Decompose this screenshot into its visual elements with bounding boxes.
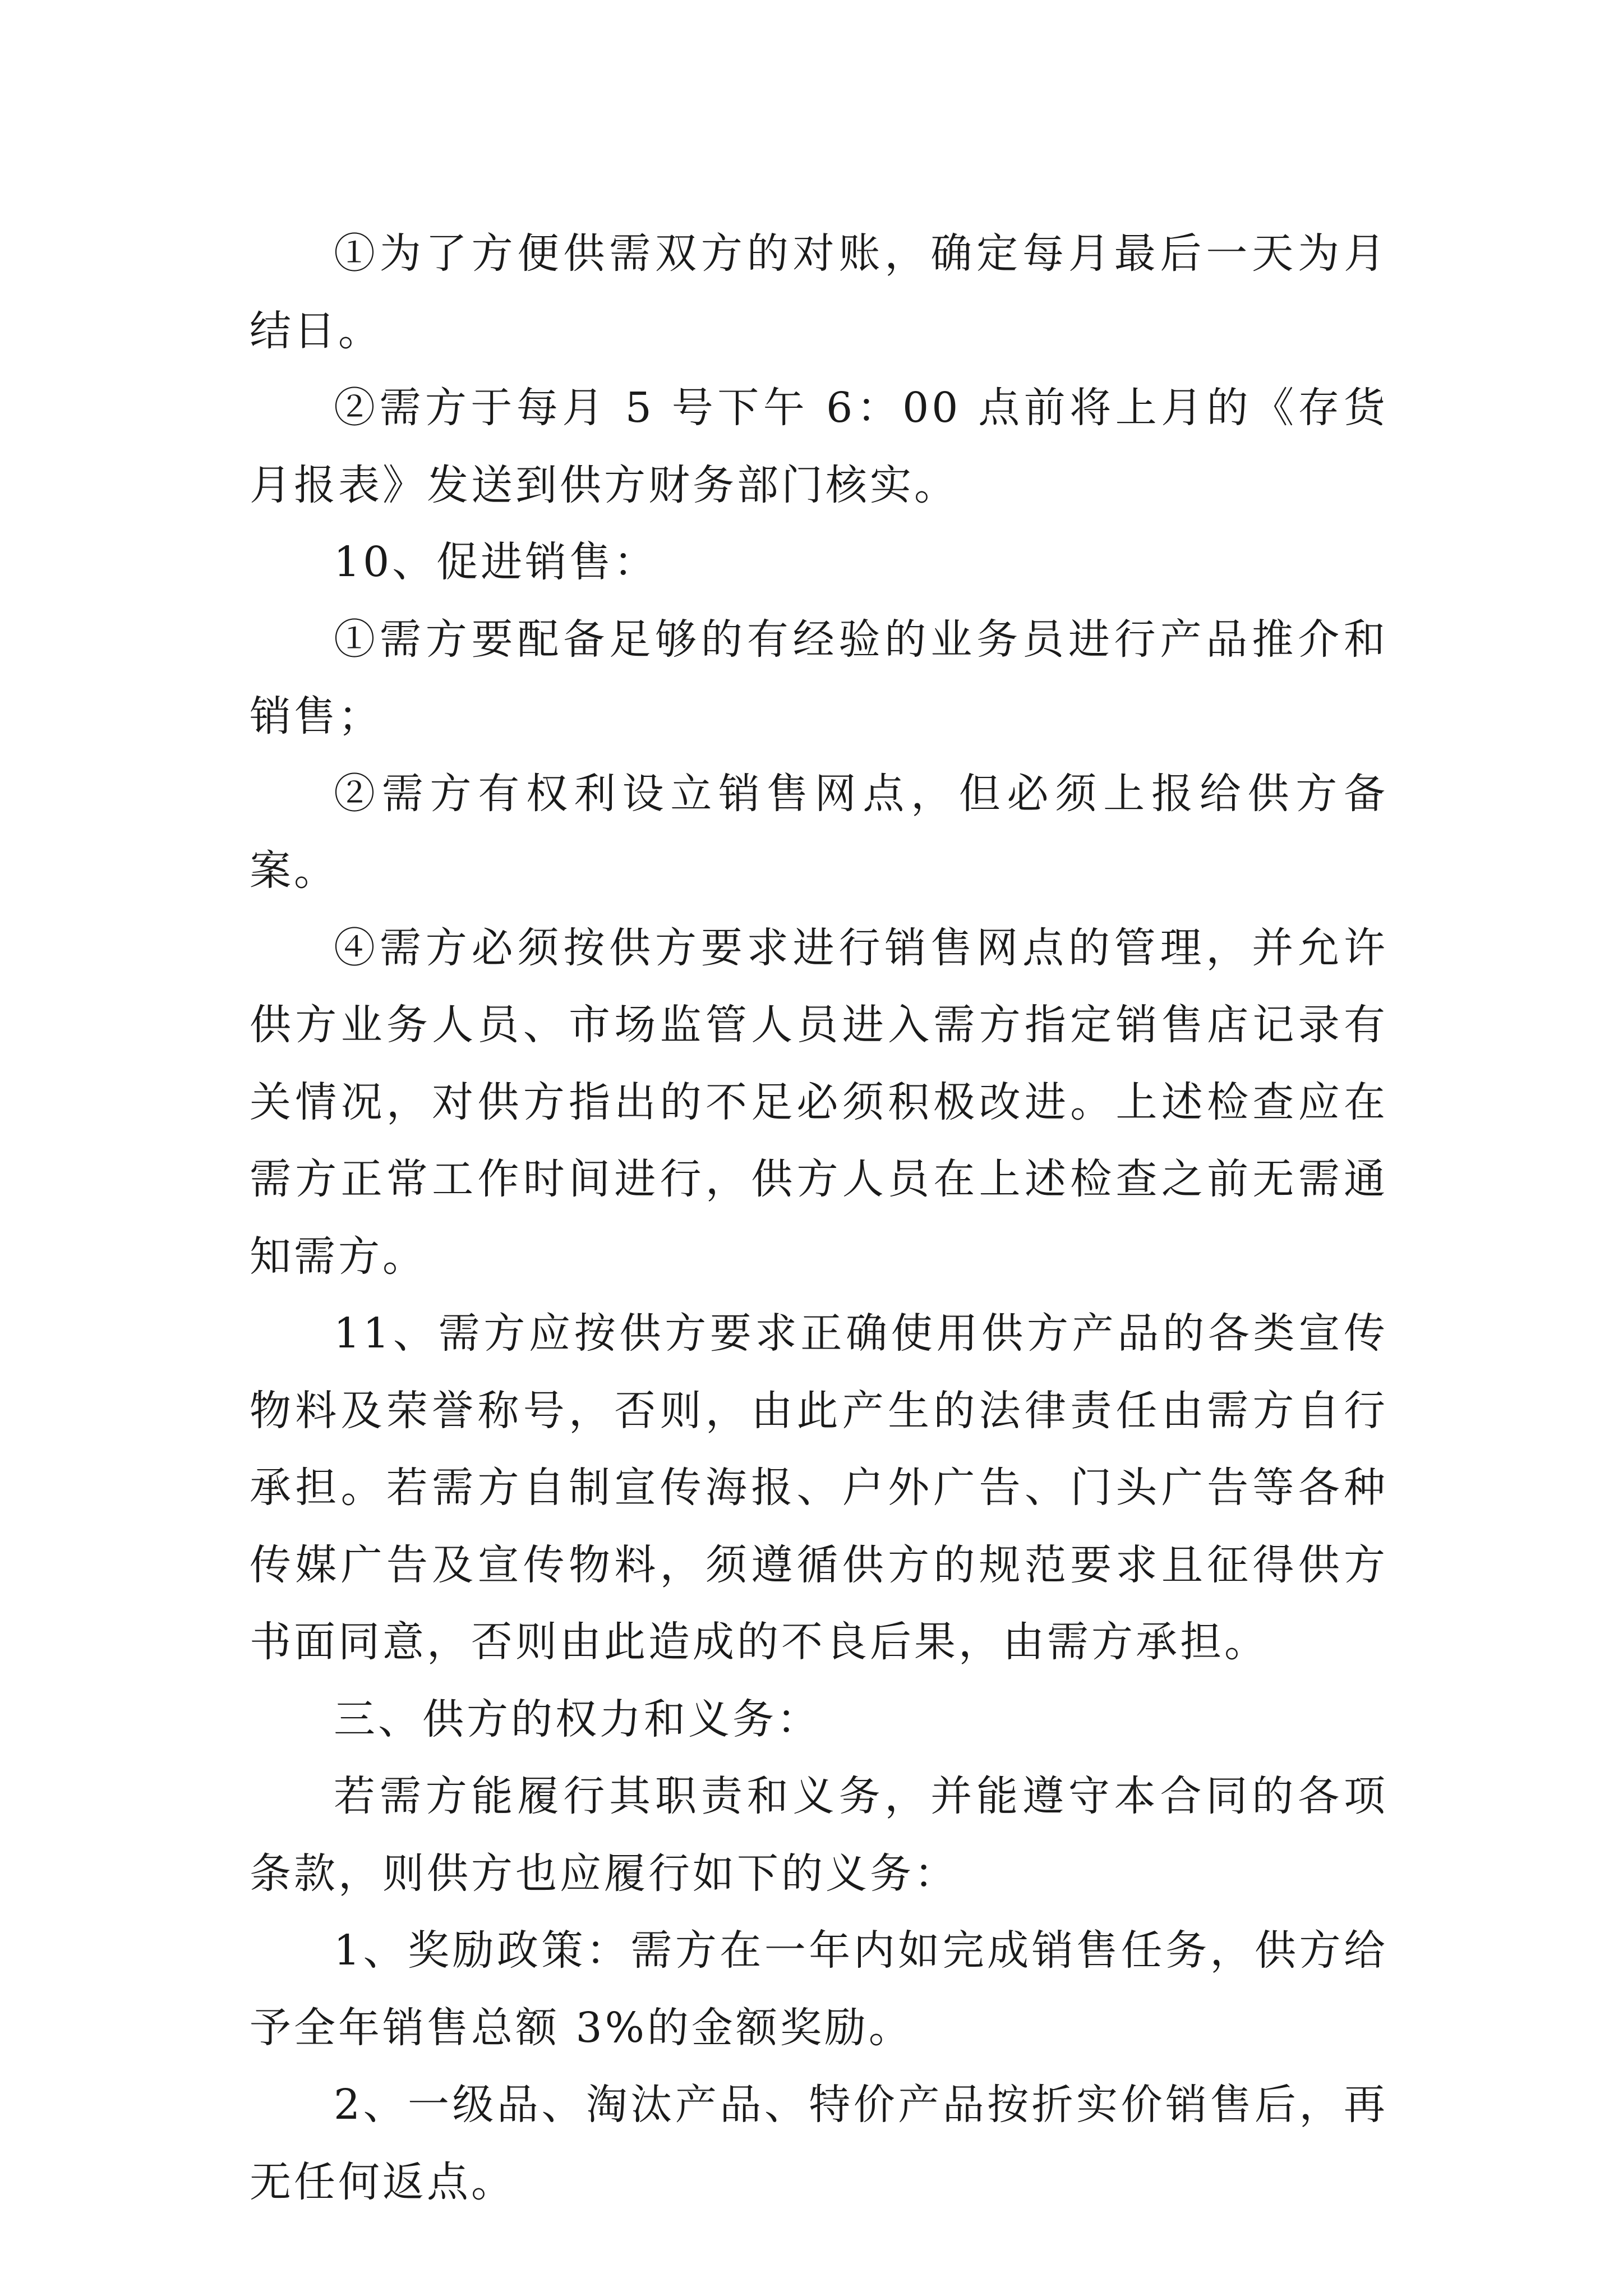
paragraph-outlet-management: ④需方必须按供方要求进行销售网点的管理，并允许供方业务人员、市场监管人员进入需方指定销售店记录有关情况，对供方指出的不足必须积极改进。上述检查应在需方正常工作时间进行，供方人员在上述检查之前无需通知需方。 — [250, 923, 1388, 1281]
paragraph-heading-supplier-rights: 三、供方的权力和义务： — [334, 1695, 821, 1743]
paragraph-heading-promote-sales: 10、促进销售： — [334, 538, 658, 586]
paragraph-promotional-materials: 11、需方应按供方要求正确使用供方产品的各类宣传物料及荣誉称号，否则，由此产生的法律责任由需方自行承担。若需方自制宣传海报、户外广告、门头广告等各种传媒广告及宣传物料，须遵循供方的规范要求且征得供方书面同意，否则由此造成的不良后果，由需方承担。 — [250, 1309, 1388, 1666]
paragraph-no-rebate: 2、一级品、淘汰产品、特价产品按折实价销售后，再无任何返点。 — [250, 2081, 1388, 2206]
paragraph-reward-policy: 1、奖励政策：需方在一年内如完成销售任务，供方给予全年销售总额 3%的金额奖励。 — [250, 1926, 1388, 2052]
paragraph-supplier-obligations: 若需方能履行其职责和义务，并能遵守本合同的各项条款，则供方也应履行如下的义务： — [250, 1772, 1388, 1898]
paragraph-inventory-report: ②需方于每月 5 号下午 6：00 点前将上月的《存货月报表》发送到供方财务部门核实。 — [250, 384, 1388, 509]
paragraph-month-end-date: ①为了方便供需双方的对账，确定每月最后一天为月结日。 — [250, 229, 1388, 355]
paragraph-salespeople: ①需方要配备足够的有经验的业务员进行产品推介和销售； — [250, 615, 1388, 740]
paragraph-sales-outlets: ②需方有权利设立销售网点，但必须上报给供方备案。 — [250, 769, 1388, 895]
document-body — [250, 215, 1388, 2221]
